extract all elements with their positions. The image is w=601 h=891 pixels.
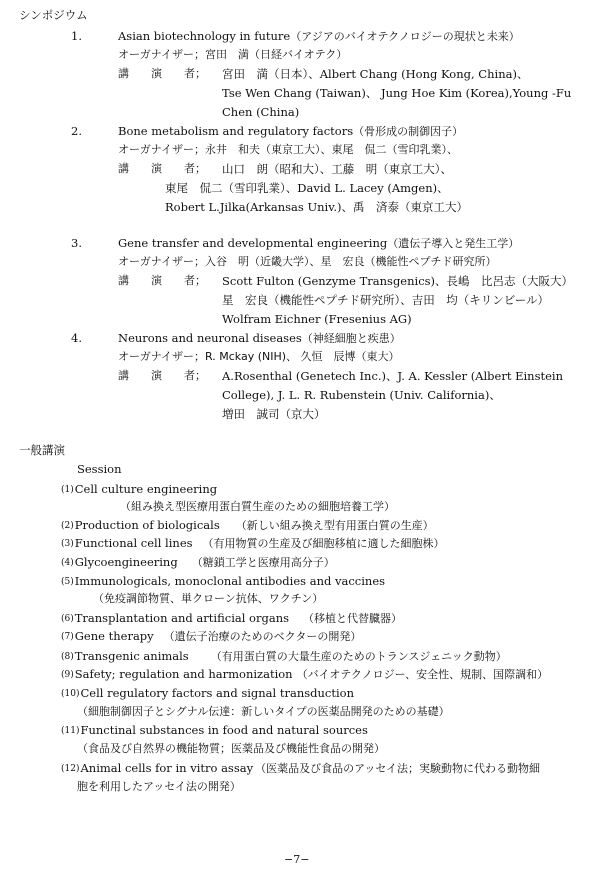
session-1-title: (1)Cell culture engineering xyxy=(61,482,218,496)
symposium-4-speaker-line: A.Rosenthal (Genetech Inc.)、J. A. Kessler (Albert Einstein xyxy=(222,369,564,383)
session-2-title: (2)Production of biologicals （新しい組み換え型有用蛋白質の生産） xyxy=(61,518,434,532)
symposium-2-speaker-line: Robert L.Jilka(Arkansas Univ.)、禹 済泰（東京工大） xyxy=(165,200,468,214)
session-11-title: (11)Functinal substances in food and natural sources xyxy=(61,723,368,737)
symposium-1-title: Asian biotechnology in future（アジアのバイオテクノロジーの現状と未来） xyxy=(118,29,520,43)
symposium-2-speaker-line: 山口 朗（昭和大）、工藤 明（東京工大）、 xyxy=(222,162,452,176)
symposium-4-title: Neurons and neuronal diseases（神経細胞と疾患） xyxy=(118,331,401,345)
symposium-3-speakers-label: 講 演 者； xyxy=(118,274,206,287)
session-5-jp: （免疫調節物質、単クローン抗体、ワクチン） xyxy=(93,592,324,605)
symposium-2-speakers-label: 講 演 者； xyxy=(118,162,206,175)
session-12-jp-cont: 胞を利用したアッセイ法の開発） xyxy=(77,780,241,793)
symposium-1-speakers-label: 講 演 者； xyxy=(118,67,206,80)
page-number: −7− xyxy=(284,853,310,866)
symposium-4-speaker-line: College), J. L. R. Rubenstein (Univ. California)、 xyxy=(222,388,501,402)
symposium-1-speaker-line: Chen (China) xyxy=(222,105,300,119)
symposium-3-speaker-line: Wolfram Eichner (Fresenius AG) xyxy=(222,312,412,326)
session-5-title: (5)Immunologicals, monoclonal antibodies and vaccines xyxy=(61,574,386,588)
symposium-1-number: 1. xyxy=(71,29,82,43)
session-11-jp: （食品及び自然界の機能物質；医薬品及び機能性食品の開発） xyxy=(77,742,385,755)
symposium-3-speaker-line: 星 宏良（機能性ペプチド研究所）、吉田 均（キリンビール） xyxy=(222,293,550,307)
symposium-1-speaker-line: 宮田 満（日本）、Albert Chang (Hong Kong, China)、 xyxy=(222,67,529,81)
session-10-jp: （細胞制御因子とシグナル伝達：新しいタイプの医薬品開発のための基礎） xyxy=(77,705,450,718)
symposium-heading: シンポジウム xyxy=(19,8,88,22)
session-8-title: (8)Transgenic animals （有用蛋白質の大量生産のためのトランスジェニック動物） xyxy=(61,649,507,663)
symposium-1-speaker-line: Tse Wen Chang (Taiwan)、 Jung Hoe Kim (Korea),Young -Fu xyxy=(222,86,572,100)
session-1-jp: （組み換え型医療用蛋白質生産のための細胞培養工学） xyxy=(120,500,395,513)
symposium-3-title: Gene transfer and developmental engineering（遺伝子導入と発生工学） xyxy=(118,236,520,250)
general-heading: 一般講演 xyxy=(19,443,65,457)
symposium-2-number: 2. xyxy=(71,124,82,138)
session-3-title: (3)Functional cell lines （有用物質の生産及び細胞移植に適した細胞株） xyxy=(61,536,445,550)
symposium-4-speaker-line: 増田 誠司（京大） xyxy=(222,407,326,421)
symposium-4-number: 4. xyxy=(71,331,82,345)
session-12-title: (12)Animal cells for in vitro assay （医薬品及び食品のアッセイ法；実験動物に代わる動物細 xyxy=(61,761,540,775)
symposium-3-organizer: オーガナイザー；入谷 明（近畿大学）、星 宏良（機能性ペプチド研究所） xyxy=(118,255,497,268)
symposium-2-speaker-line: 東尾 侃二（雪印乳業）、David L. Lacey (Amgen)、 xyxy=(165,181,449,195)
session-9-title: (9)Safety; regulation and harmonization （バイオテクノロジー、安全性、規制、国際調和） xyxy=(61,667,549,681)
session-10-title: (10)Cell regulatory factors and signal transduction xyxy=(61,686,354,700)
session-label: Session xyxy=(77,462,122,476)
symposium-3-number: 3. xyxy=(71,236,82,250)
session-6-title: (6)Transplantation and artificial organs （移植と代替臓器） xyxy=(61,611,403,625)
session-4-title: (4)Glycoengineering （糖鎖工学と医療用高分子） xyxy=(61,555,335,569)
symposium-1-organizer: オーガナイザー；宮田 満（日経バイオテク） xyxy=(118,48,348,61)
symposium-2-organizer: オーガナイザー；永井 和夫（東京工大）、東尾 侃二（雪印乳業）、 xyxy=(118,143,459,156)
symposium-4-speakers-label: 講 演 者； xyxy=(118,369,206,382)
symposium-2-title: Bone metabolism and regulatory factors（骨形成の制御因子） xyxy=(118,124,464,138)
symposium-4-organizer: オーガナイザー；R. Mckay (NIH)、 久恒 辰博（東大） xyxy=(118,350,400,363)
symposium-3-speaker-line: Scott Fulton (Genzyme Transgenics)、長嶋 比呂志（大阪大） xyxy=(222,274,574,288)
session-7-title: (7)Gene therapy （遺伝子治療のためのベクターの開発） xyxy=(61,629,362,643)
